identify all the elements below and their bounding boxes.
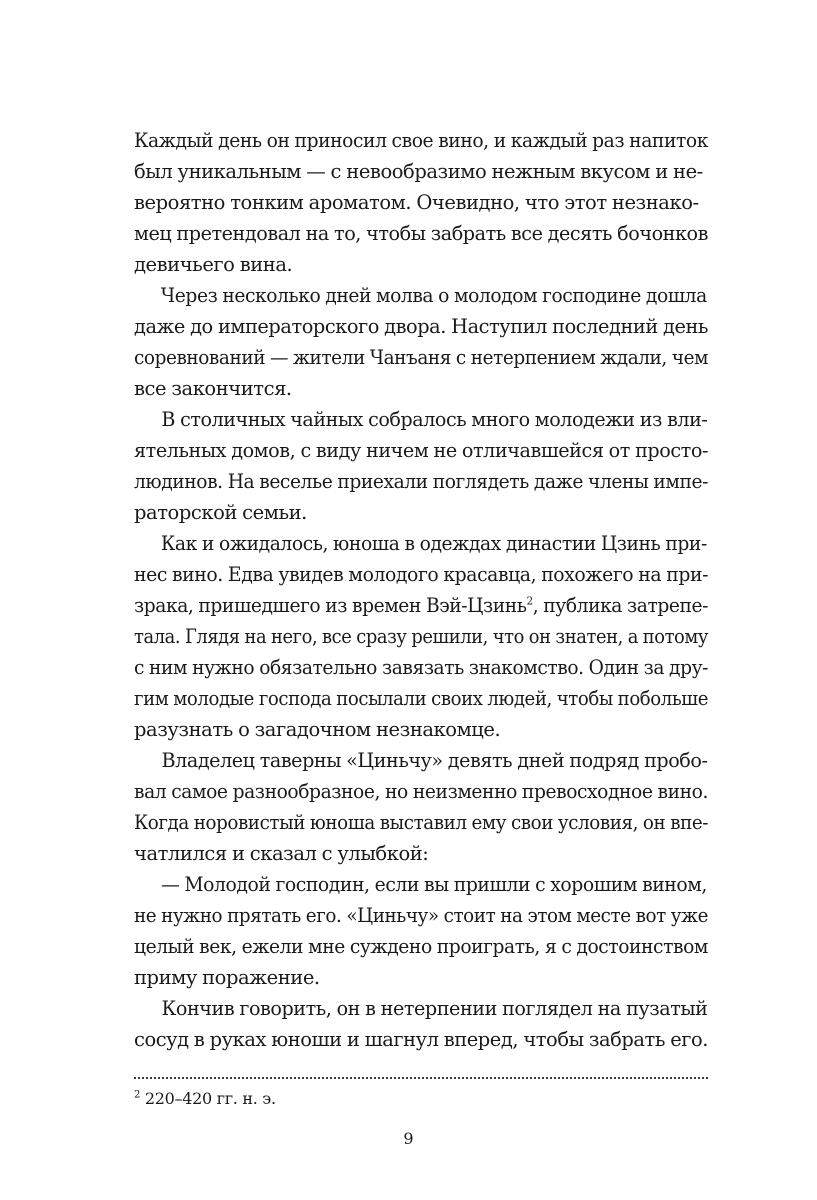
text-line: не нужно прятать его. «Циньчу» стоит на этом месте вот уже: [134, 904, 708, 927]
text-line: вал самое разнообразное, но неизменно превосходное вино.: [134, 780, 708, 803]
footnote-reference: 2: [526, 594, 533, 608]
text-line: Через несколько дней молва о молодом господине дошла: [160, 284, 707, 307]
text-line: В столичных чайных собралось много молодежи из вли-: [161, 408, 708, 431]
text-line: Когда норовистый юноша выставил ему свои условия, он впе-: [134, 811, 708, 834]
text-line: Каждый день он приносил свое вино, и каждый раз напиток: [134, 129, 708, 152]
text-line: с ним нужно обязательно завязать знакомство. Один за дру-: [134, 656, 708, 679]
text-line: все закончится.: [134, 377, 292, 400]
text-line: нес вино. Едва увидев молодого красавца, похожего на при-: [134, 563, 708, 586]
text-line: ятельных домов, с виду ничем не отличавшейся от просто-: [134, 439, 708, 462]
footnote: [134, 1087, 276, 1111]
text-line: был уникальным — с невообразимо нежным вкусом и не-: [134, 160, 703, 183]
text-line: тала. Глядя на него, все сразу решили, что он знатен, а потому: [134, 625, 708, 648]
text-line: людинов. На веселье приехали поглядеть даже члены импе-: [134, 470, 708, 493]
text-line-part: зрака, пришедшего из времен Вэй-Цзинь: [134, 594, 527, 617]
footnote-text: 220–420 гг. н. э.: [144, 1089, 276, 1108]
text-line: гим молодые господа посылали своих людей, чтобы побольше: [134, 687, 708, 710]
text-line: соревнований — жители Чанъаня с нетерпением ждали, чем: [134, 346, 708, 369]
footnote-marker: 2: [134, 1089, 141, 1101]
text-line: даже до императорского двора. Наступил последний день: [134, 315, 708, 338]
text-line: раторской семьи.: [134, 501, 307, 524]
text-line: сосуд в руках юноши и шагнул вперед, чтобы забрать его.: [134, 1028, 708, 1051]
text-line: приму поражение.: [134, 966, 320, 989]
text-line: целый век, ежели мне суждено проиграть, я с достоинством: [134, 935, 708, 958]
text-line: вероятно тонким ароматом. Очевидно, что этот незнако-: [134, 191, 699, 214]
text-line: — Молодой господин, если вы пришли с хорошим вином,: [160, 873, 707, 896]
text-line: чатлился и сказал с улыбкой:: [134, 842, 429, 865]
text-line-with-footnote-ref: [134, 590, 708, 621]
text-line: Кончив говорить, он в нетерпении поглядел на пузатый: [161, 997, 708, 1020]
text-line: Владелец таверны «Циньчу» девять дней подряд пробо-: [161, 749, 708, 772]
footnote-divider: [134, 1077, 708, 1079]
text-line: девичьего вина.: [134, 253, 293, 276]
text-line: мец претендовал на то, чтобы забрать все десять бочонков: [134, 222, 708, 245]
text-line-part: , публика затрепе-: [532, 594, 708, 617]
page-number: 9: [403, 1129, 414, 1148]
text-line: Как и ожидалось, юноша в одеждах династии Цзинь при-: [160, 532, 707, 555]
text-line: разузнать о загадочном незнакомце.: [134, 718, 501, 741]
